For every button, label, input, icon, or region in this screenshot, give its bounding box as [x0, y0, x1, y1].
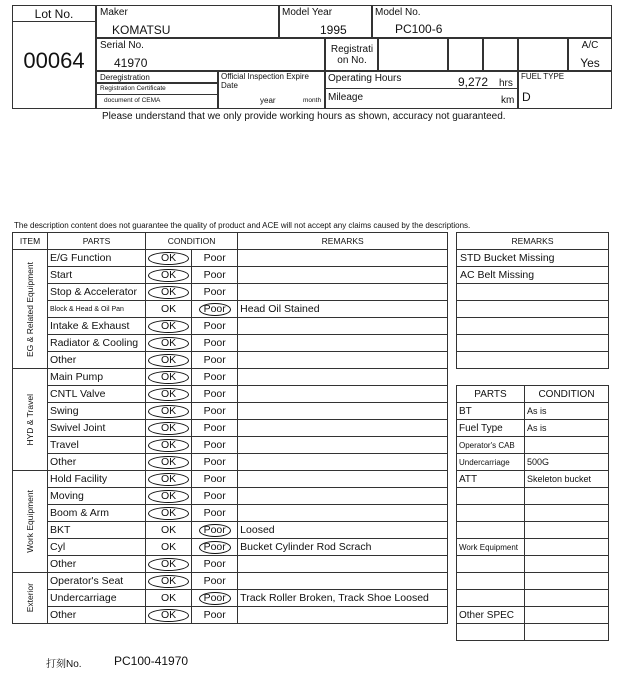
poor-option — [192, 539, 238, 556]
poor-label: Poor — [203, 456, 226, 468]
table-row — [457, 403, 609, 420]
ok-label: OK — [148, 507, 189, 520]
poor-label: Poor — [203, 354, 226, 366]
list-item — [457, 318, 609, 335]
poor-option — [192, 471, 238, 488]
spec-condition — [525, 590, 609, 607]
part-name: Boom & Arm — [48, 505, 146, 522]
condition-header: CONDITION — [146, 233, 238, 250]
ok-label: OK — [148, 286, 189, 299]
poor-label: Poor — [203, 388, 226, 400]
spec-part — [457, 590, 525, 607]
table-row — [457, 505, 609, 522]
spec-part: Operator's CAB — [457, 437, 525, 454]
item-category: Work Equipment — [25, 490, 35, 553]
reg-cell-4 — [518, 38, 568, 71]
remark-cell: Bucket Cylinder Rod Scrach — [238, 539, 448, 556]
maker-value: KOMATSU — [112, 23, 171, 37]
remark-cell — [238, 607, 448, 624]
part-name: BKT — [48, 522, 146, 539]
spec-condition — [525, 539, 609, 556]
remark-cell — [238, 267, 448, 284]
ac-label: A/C — [581, 40, 599, 51]
spec-condition — [525, 624, 609, 641]
ok-option — [146, 471, 192, 488]
operating-hours-label: Operating Hours — [328, 73, 402, 84]
model-year-label: Model Year — [282, 7, 333, 18]
spec-part — [457, 624, 525, 641]
poor-label: Poor — [203, 609, 226, 621]
model-year-value: 1995 — [320, 23, 347, 37]
table-row — [13, 318, 448, 335]
year-label: year — [260, 96, 276, 105]
part-name: Start — [48, 267, 146, 284]
remark-cell — [238, 437, 448, 454]
cema-label: document of CEMA — [104, 97, 161, 104]
ac-value: Yes — [580, 56, 600, 70]
dereg-label: Deregistration — [100, 73, 150, 82]
ok-option — [146, 522, 192, 539]
poor-label: Poor — [203, 422, 226, 434]
spec-condition: As is — [525, 420, 609, 437]
poor-option — [192, 607, 238, 624]
part-name: Swing — [48, 403, 146, 420]
item-category: EG & Related Equipment — [25, 261, 35, 357]
poor-label: Poor — [199, 541, 231, 554]
spec-part: Other SPEC — [457, 607, 525, 624]
part-name: Cyl — [48, 539, 146, 556]
poor-option — [192, 420, 238, 437]
spec-condition: As is — [525, 403, 609, 420]
table-row — [457, 522, 609, 539]
poor-label: Poor — [199, 592, 231, 605]
spec-condition: Skeleton bucket — [525, 471, 609, 488]
remark-cell — [238, 369, 448, 386]
ok-label: OK — [148, 320, 189, 333]
table-row — [13, 301, 448, 318]
table-row — [13, 505, 448, 522]
ok-label: OK — [148, 439, 189, 452]
spec-condition — [525, 607, 609, 624]
table-row — [13, 250, 448, 267]
ok-option — [146, 386, 192, 403]
table-row — [457, 471, 609, 488]
remark-note: STD Bucket Missing — [457, 250, 609, 267]
ok-option — [146, 335, 192, 352]
part-name: Moving — [48, 488, 146, 505]
spec-condition — [525, 505, 609, 522]
table-row — [13, 284, 448, 301]
spec-table — [456, 385, 609, 641]
spec-part — [457, 522, 525, 539]
poor-option — [192, 488, 238, 505]
ok-label: OK — [148, 337, 189, 350]
remark-cell — [238, 505, 448, 522]
remark-cell: Head Oil Stained — [238, 301, 448, 318]
remark-cell — [238, 335, 448, 352]
condition-table — [12, 232, 448, 624]
lot-number: 00064 — [23, 48, 85, 73]
poor-option — [192, 301, 238, 318]
spec-part — [457, 505, 525, 522]
maker-label: Maker — [100, 7, 128, 18]
part-name: Other — [48, 454, 146, 471]
table-row — [13, 539, 448, 556]
part-name: Undercarriage — [48, 590, 146, 607]
remark-note: AC Belt Missing — [457, 267, 609, 284]
part-name: Stop & Accelerator — [48, 284, 146, 301]
lot-label: Lot No. — [34, 7, 74, 21]
poor-label: Poor — [203, 405, 226, 417]
remark-cell — [238, 318, 448, 335]
reg-cell-3 — [483, 38, 518, 71]
spec-condition — [525, 437, 609, 454]
table-row — [13, 590, 448, 607]
remark-note — [457, 335, 609, 352]
ok-label: OK — [148, 422, 189, 435]
poor-label: Poor — [203, 286, 226, 298]
poor-option — [192, 437, 238, 454]
reg-cell-2 — [448, 38, 483, 71]
list-item — [457, 250, 609, 267]
part-name: E/G Function — [48, 250, 146, 267]
registration-label: Registrati on No. — [330, 44, 374, 66]
poor-label: Poor — [203, 507, 226, 519]
ok-option — [146, 590, 192, 607]
ok-option — [146, 318, 192, 335]
table-row — [13, 471, 448, 488]
poor-option — [192, 505, 238, 522]
table-row — [457, 437, 609, 454]
table-row — [13, 607, 448, 624]
part-name: Other — [48, 607, 146, 624]
ok-label: OK — [148, 609, 189, 622]
remark-cell — [238, 284, 448, 301]
hours-notice: Please understand that we only provide working hours as shown, accuracy not guaranteed. — [102, 111, 506, 122]
part-name: CNTL Valve — [48, 386, 146, 403]
table-row — [13, 386, 448, 403]
poor-label: Poor — [203, 320, 226, 332]
spec-part: BT — [457, 403, 525, 420]
part-name: Hold Facility — [48, 471, 146, 488]
list-item — [457, 352, 609, 369]
reg-cell-1 — [378, 38, 448, 71]
remark-cell — [238, 488, 448, 505]
item-category: HYD & Travel — [25, 393, 35, 446]
table-row — [457, 556, 609, 573]
remark-note — [457, 352, 609, 369]
list-item — [457, 267, 609, 284]
part-name: Block & Head & Oil Pan — [48, 301, 146, 318]
spec-part — [457, 556, 525, 573]
part-name: Intake & Exhaust — [48, 318, 146, 335]
remark-cell — [238, 420, 448, 437]
part-name: Other — [48, 556, 146, 573]
remarks-table — [456, 232, 609, 369]
ok-label: OK — [148, 388, 189, 401]
operating-hours-value: 9,272 — [458, 75, 489, 89]
ok-label: OK — [148, 354, 189, 367]
ok-option — [146, 454, 192, 471]
table-row — [13, 522, 448, 539]
ok-option — [146, 607, 192, 624]
spec-condition: 500G — [525, 454, 609, 471]
poor-label: Poor — [203, 337, 226, 349]
ok-option — [146, 488, 192, 505]
table-row — [13, 267, 448, 284]
spec-condition — [525, 573, 609, 590]
spec-condition — [525, 488, 609, 505]
table-row — [13, 369, 448, 386]
table-row — [457, 539, 609, 556]
ok-option — [146, 420, 192, 437]
table-row — [457, 573, 609, 590]
table-row — [457, 488, 609, 505]
poor-option — [192, 403, 238, 420]
part-name: Swivel Joint — [48, 420, 146, 437]
table-row — [13, 488, 448, 505]
item-header: ITEM — [13, 233, 48, 250]
ok-label: OK — [148, 456, 189, 469]
remarks-header: REMARKS — [238, 233, 448, 250]
poor-option — [192, 352, 238, 369]
remark-cell — [238, 573, 448, 590]
poor-option — [192, 335, 238, 352]
poor-label: Poor — [203, 473, 226, 485]
part-name: Radiator & Cooling — [48, 335, 146, 352]
ok-label: OK — [161, 592, 177, 604]
remark-cell — [238, 403, 448, 420]
poor-label: Poor — [203, 558, 226, 570]
spec-part: Fuel Type — [457, 420, 525, 437]
ok-label: OK — [148, 473, 189, 486]
fuel-type-label: FUEL TYPE — [521, 72, 565, 81]
ok-option — [146, 539, 192, 556]
ok-option — [146, 267, 192, 284]
ok-option — [146, 284, 192, 301]
item-category: Exterior — [25, 583, 35, 613]
table-row — [457, 590, 609, 607]
spec-part — [457, 488, 525, 505]
table-row — [13, 420, 448, 437]
part-name: Other — [48, 352, 146, 369]
ok-option — [146, 301, 192, 318]
poor-option — [192, 590, 238, 607]
description-notice: The description content does not guarantee the quality of product and ACE will not accept any claims caused by the descriptions. — [14, 221, 471, 230]
table-row — [13, 403, 448, 420]
remark-cell — [238, 352, 448, 369]
poor-label: Poor — [199, 303, 231, 316]
poor-label: Poor — [203, 371, 226, 383]
serial-value: 41970 — [114, 56, 148, 70]
spec-condition-header: CONDITION — [525, 386, 609, 403]
model-no-value: PC100-6 — [395, 22, 443, 36]
spec-part — [457, 573, 525, 590]
ok-label: OK — [148, 558, 189, 571]
km-label: km — [501, 95, 515, 106]
ok-option — [146, 556, 192, 573]
table-row — [13, 437, 448, 454]
table-row — [13, 556, 448, 573]
remark-note — [457, 301, 609, 318]
poor-option — [192, 454, 238, 471]
ok-option — [146, 352, 192, 369]
remark-note — [457, 284, 609, 301]
part-name: Operator's Seat — [48, 573, 146, 590]
remark-cell: Loosed — [238, 522, 448, 539]
poor-option — [192, 250, 238, 267]
table-row — [457, 420, 609, 437]
table-row — [457, 607, 609, 624]
hrs-label: hrs — [499, 78, 513, 89]
remarks-right-header: REMARKS — [457, 233, 609, 250]
list-item — [457, 335, 609, 352]
poor-option — [192, 369, 238, 386]
ok-option — [146, 437, 192, 454]
poor-option — [192, 573, 238, 590]
poor-option — [192, 522, 238, 539]
ok-label: OK — [148, 269, 189, 282]
poor-option — [192, 284, 238, 301]
ok-label: OK — [148, 575, 189, 588]
poor-option — [192, 556, 238, 573]
model-no-label: Model No. — [375, 7, 421, 18]
spec-condition — [525, 522, 609, 539]
poor-label: Poor — [203, 575, 226, 587]
ok-label: OK — [161, 303, 177, 315]
ok-option — [146, 505, 192, 522]
spec-part: ATT — [457, 471, 525, 488]
reg-cert-label: Registration Certificate — [100, 85, 166, 92]
stamp-no-value: PC100-41970 — [114, 654, 189, 668]
remark-cell: Track Roller Broken, Track Shoe Loosed — [238, 590, 448, 607]
inspection-label: Official Inspection Expire Date — [221, 72, 309, 90]
ok-label: OK — [161, 524, 177, 536]
ok-label: OK — [148, 252, 189, 265]
serial-label: Serial No. — [100, 40, 144, 51]
ok-option — [146, 369, 192, 386]
remark-cell — [238, 471, 448, 488]
spec-part: Undercarriage — [457, 454, 525, 471]
table-row — [457, 454, 609, 471]
ok-option — [146, 573, 192, 590]
stamp-no-label: 打刻No. — [46, 659, 82, 670]
parts-header: PARTS — [48, 233, 146, 250]
table-row — [457, 624, 609, 641]
ok-option — [146, 250, 192, 267]
table-row — [13, 352, 448, 369]
list-item — [457, 284, 609, 301]
table-row — [13, 573, 448, 590]
poor-option — [192, 318, 238, 335]
remark-cell — [238, 454, 448, 471]
ok-label: OK — [148, 371, 189, 384]
poor-label: Poor — [203, 252, 226, 264]
spec-condition — [525, 556, 609, 573]
month-label: month — [303, 97, 322, 104]
fuel-type-value: D — [522, 90, 531, 104]
ok-label: OK — [148, 490, 189, 503]
remark-cell — [238, 556, 448, 573]
poor-option — [192, 267, 238, 284]
poor-label: Poor — [203, 269, 226, 281]
part-name: Main Pump — [48, 369, 146, 386]
spec-parts-header: PARTS — [457, 386, 525, 403]
remark-cell — [238, 386, 448, 403]
table-row — [13, 335, 448, 352]
part-name: Travel — [48, 437, 146, 454]
poor-label: Poor — [203, 490, 226, 502]
poor-label: Poor — [199, 524, 231, 537]
ok-option — [146, 403, 192, 420]
spec-part: Work Equipment — [457, 539, 525, 556]
remark-note — [457, 318, 609, 335]
table-row — [13, 454, 448, 471]
ok-label: OK — [161, 541, 177, 553]
list-item — [457, 301, 609, 318]
poor-option — [192, 386, 238, 403]
remark-cell — [238, 250, 448, 267]
ok-label: OK — [148, 405, 189, 418]
mileage-label: Mileage — [328, 92, 364, 103]
poor-label: Poor — [203, 439, 226, 451]
